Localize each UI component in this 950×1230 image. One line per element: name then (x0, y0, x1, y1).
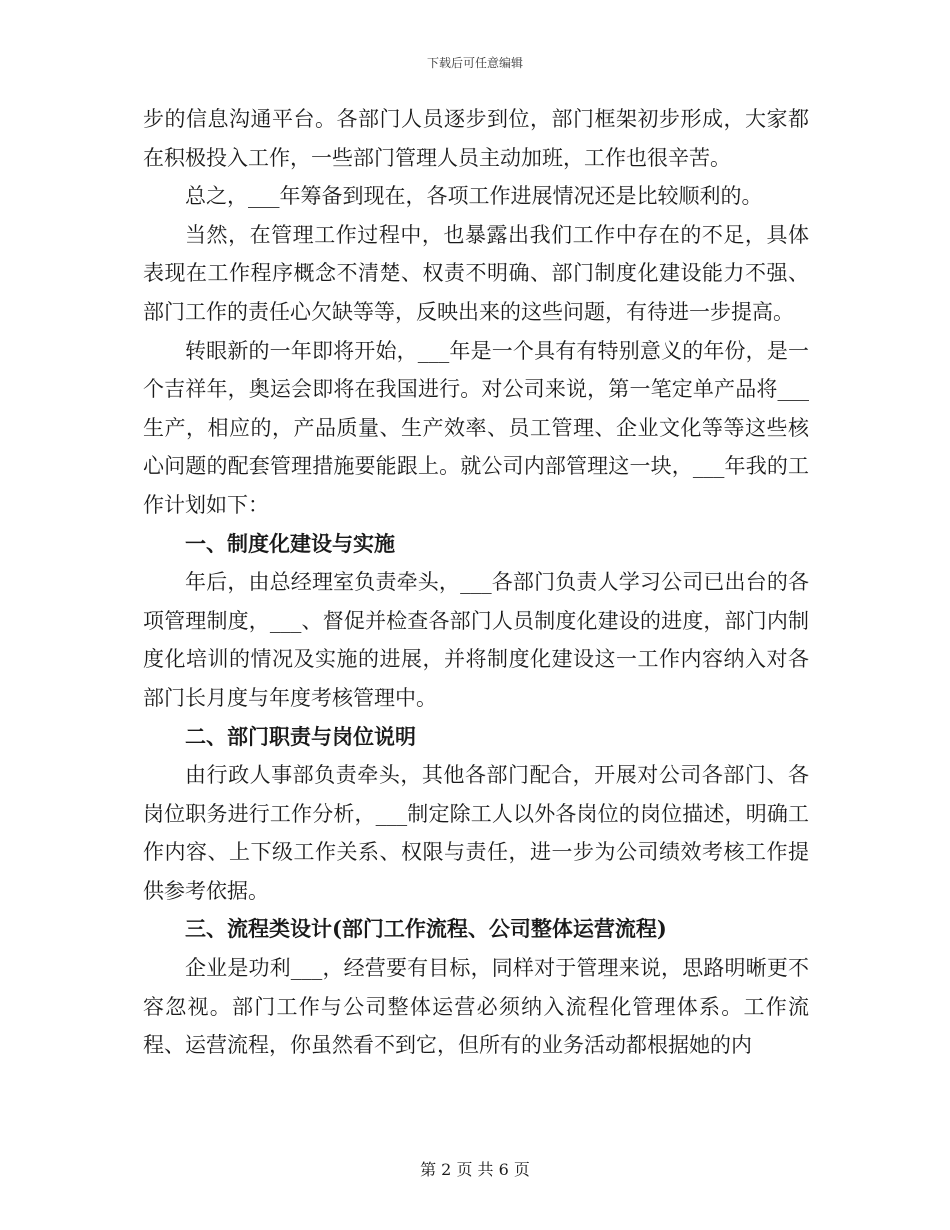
paragraph: 总之，___年筹备到现在，各项工作进展情况还是比较顺利的。 (185, 184, 763, 209)
section-heading: 三、流程类设计(部门工作流程、公司整体运营流程) (185, 916, 667, 942)
paragraph: 年后，由总经理室负责牵头，___各部门负责人学习公司已出台的各项管理制度，___、督促并检查各部门人员制度化建设的进度，部门内制度化培训的情况及实施的进展，并将制度化建设这一工作内容纳入对各部门长月度与年度考核管理中。 (143, 570, 809, 710)
section-heading: 二、部门职责与岗位说明 (185, 723, 416, 749)
section-heading: 一、制度化建设与实施 (185, 530, 395, 556)
paragraph: 转眼新的一年即将开始，___年是一个具有有特别意义的年份，是一个吉祥年，奥运会即将在我国进行。对公司来说，第一笔定单产品将___生产，相应的，产品质量、生产效率、员工管理、企业文化等等这些核心问题的配套管理措施要能跟上。就公司内部管理这一块，___年我的工作计划如下： (143, 338, 809, 517)
page-header: 下载后可任意编辑 (426, 56, 523, 70)
paragraph: 当然，在管理工作过程中，也暴露出我们工作中存在的不足，具体表现在工作程序概念不清楚、权责不明确、部门制度化建设能力不强、部门工作的责任心欠缺等等，反映出来的这些问题，有待进一步提高。 (143, 222, 809, 324)
document-body (143, 100, 809, 1065)
page-number: 第 2 页 共 6 页 (420, 1160, 530, 1179)
paragraph: 由行政人事部负责牵头，其他各部门配合，开展对公司各部门、各岗位职务进行工作分析，___制定除工人以外各岗位的岗位描述，明确工作内容、上下级工作关系、权限与责任，进一步为公司绩效考核工作提供参考依据。 (143, 763, 809, 903)
paragraph: 步的信息沟通平台。各部门人员逐步到位，部门框架初步形成，大家都在积极投入工作，一些部门管理人员主动加班，工作也很辛苦。 (143, 107, 809, 170)
paragraph: 企业是功利___，经营要有目标，同样对于管理来说，思路明晰更不容忽视。部门工作与公司整体运营必须纳入流程化管理体系。工作流程、运营流程，你虽然看不到它，但所有的业务活动都根据她的内 (143, 956, 809, 1058)
